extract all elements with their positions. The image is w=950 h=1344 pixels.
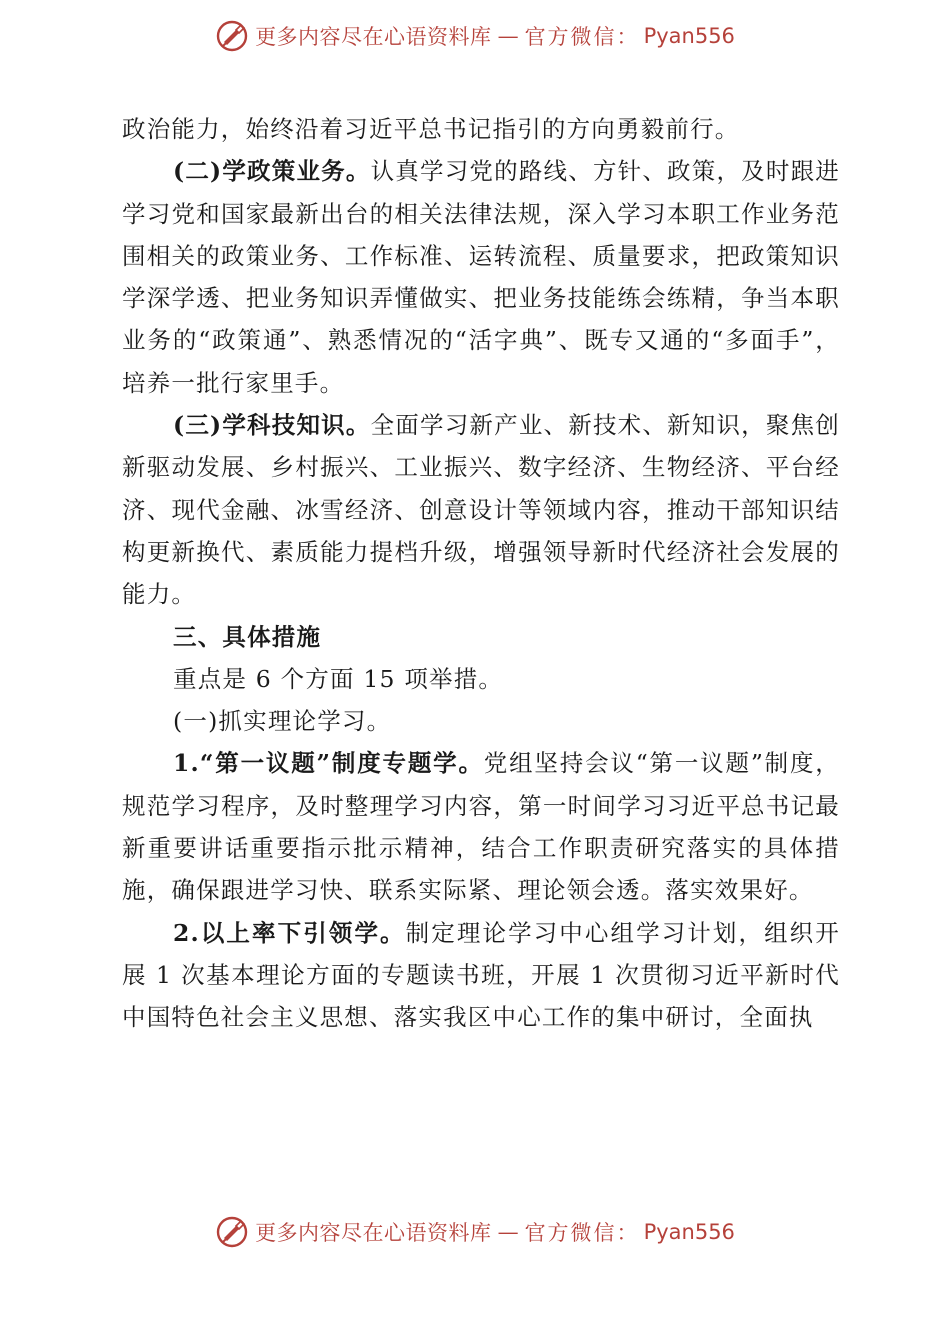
first-topic-heading: 1.“第一议题”制度专题学。 (173, 749, 484, 778)
paragraph-tech-study (122, 404, 840, 615)
banner-wechat-label: 官方微信： (524, 1221, 640, 1245)
footer-watermark-banner (0, 1212, 950, 1252)
lead-study-heading: 2.以上率下引领学。 (173, 918, 406, 947)
policy-study-text: 认真学习党的路线、方针、政策，及时跟进学习党和国家最新出台的相关法律法规，深入学习本职工作业务范围相关的政策业务、工作标准、运转流程、质量要求，把政策知识学深学透、把业务知识弄懂做实、把业务技能练会练精，争当本职业务的“政策通”、熟悉情况的“活字典”、既专又通的“多面手”，培养一批行家里手。 (122, 157, 840, 397)
banner-separator: — (497, 24, 519, 48)
paragraph-policy-study (122, 150, 840, 404)
document-body (122, 108, 840, 1039)
banner-wechat-id: Pyan556 (643, 24, 735, 48)
policy-study-heading: (二)学政策业务。 (173, 157, 371, 186)
paragraph-first-topic (122, 742, 840, 911)
header-watermark-banner (0, 16, 950, 56)
pen-seal-logo-icon (215, 19, 249, 53)
paragraph-lead-study (122, 912, 840, 1039)
pen-seal-logo-icon (215, 1215, 249, 1249)
measures-summary: 重点是 6 个方面 15 项举措。 (173, 664, 504, 693)
banner-wechat-id: Pyan556 (643, 1220, 735, 1244)
subsection-title-theory: (一)抓实理论学习。 (173, 707, 392, 736)
banner-site-name: 更多内容尽在心语资料库 (255, 1221, 492, 1245)
banner-wechat-label: 官方微信： (524, 25, 640, 49)
banner-separator: — (497, 1220, 519, 1244)
first-topic-text: 党组坚持会议“第一议题”制度，规范学习程序，及时整理学习内容，第一时间学习习近平总书记最新重要讲话重要指示批示精神，结合工作职责研究落实的具体措施，确保跟进学习快、联系实际紧、理论领会透。落实效果好。 (122, 749, 840, 905)
paragraph-continuation: 政治能力，始终沿着习近平总书记指引的方向勇毅前行。 (122, 115, 740, 143)
tech-study-heading: (三)学科技知识。 (173, 411, 371, 440)
section-title-measures: 三、具体措施 (173, 622, 322, 651)
banner-site-name: 更多内容尽在心语资料库 (255, 25, 492, 49)
tech-study-text: 全面学习新产业、新技术、新知识，聚焦创新驱动发展、乡村振兴、工业振兴、数字经济、生物经济、平台经济、现代金融、冰雪经济、创意设计等领域内容，推动干部知识结构更新换代、素质能力提档升级，增强领导新时代经济社会发展的能力。 (122, 411, 840, 609)
lead-study-text: 制定理论学习中心组学习计划，组织开展 1 次基本理论方面的专题读书班，开展 1 次贯彻习近平新时代中国特色社会主义思想、落实我区中心工作的集中研讨，全面执 (122, 918, 840, 1032)
